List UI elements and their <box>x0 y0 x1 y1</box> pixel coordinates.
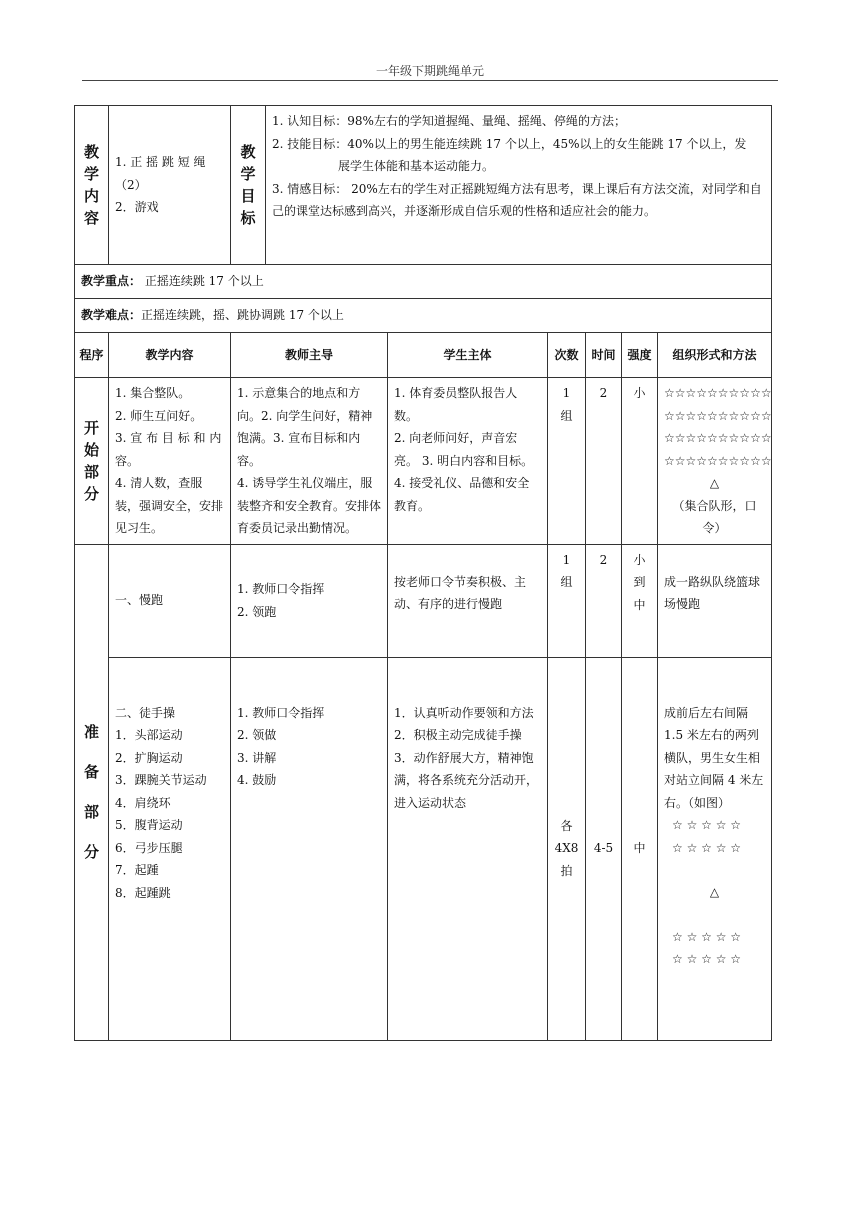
prep-exercise-intensity: 中 <box>622 657 658 1040</box>
goal-label: 教 学 目 标 <box>231 106 266 265</box>
col-intensity: 强度 <box>622 333 658 378</box>
prep-exercise-time: 4-5 <box>586 657 622 1040</box>
prep-jog-time: 2 <box>586 544 622 657</box>
prep-section-label: 准 备 部 分 <box>75 544 109 1040</box>
col-procedure: 程序 <box>75 333 109 378</box>
start-intensity: 小 <box>622 378 658 545</box>
col-time: 时间 <box>586 333 622 378</box>
prep-jog-row <box>75 544 772 657</box>
focus-text: 正摇连续跳 17 个以上 <box>141 274 264 289</box>
goal-emotion: 3. 情感目标： 20%左右的学生对正摇跳短绳方法有思考，课上课后有方法交流，对同学和自己的课堂达标感到高兴，并逐渐形成自信乐观的性格和适应社会的能力。 <box>272 181 762 218</box>
difficulty-row <box>75 299 772 333</box>
prep-exercise-student: 1．认真听动作要领和方法 2．积极主动完成徒手操 3．动作舒展大方，精神饱满，将各系统充分活动开，进入运动状态 <box>388 657 548 1040</box>
start-section-row <box>75 378 772 545</box>
col-times: 次数 <box>548 333 586 378</box>
column-header-row <box>75 333 772 378</box>
content-items: 1. 正 摇 跳 短 绳（2） 2．游戏 <box>109 106 231 265</box>
prep-jog-teacher: 1. 教师口令指挥 2. 领跑 <box>231 544 388 657</box>
goals-cell <box>266 106 772 265</box>
difficulty-text: 正摇连续跳，摇、跳协调跳 17 个以上 <box>141 308 344 323</box>
col-student: 学生主体 <box>388 333 548 378</box>
start-teacher: 1. 示意集合的地点和方向。2. 向学生问好，精神饱满。3. 宣布目标和内容。 4. 诱导学生礼仪端庄，服装整齐和安全教育。安排体育委员记录出勤情况。 <box>231 378 388 545</box>
goal-cognitive: 1. 认知目标：98%左右的学知道握绳、量绳、摇绳、停绳的方法； <box>272 114 626 128</box>
start-student: 1. 体育委员整队报告人数。 2. 向老师问好，声音宏亮。 3. 明白内容和目标。 4. 接受礼仪、品德和安全教育。 <box>388 378 548 545</box>
col-teacher: 教师主导 <box>231 333 388 378</box>
focus-label: 教学重点： <box>81 274 142 289</box>
col-content: 教学内容 <box>109 333 231 378</box>
start-organization: ☆☆☆☆☆☆☆☆☆☆ ☆☆☆☆☆☆☆☆☆☆ ☆☆☆☆☆☆☆☆☆☆ ☆☆☆☆☆☆☆☆☆☆ △ （集合队形，口令） <box>658 378 772 545</box>
prep-exercise-content: 二、徒手操 1．头部运动 2．扩胸运动 3．踝腕关节运动 4．肩绕环 5．腹背运动 6．弓步压腿 7．起踵 8．起踵跳 <box>109 657 231 1040</box>
page-header: 一年级下期跳绳单元 <box>82 62 778 81</box>
objectives-row <box>75 106 772 265</box>
prep-jog-times: 1 组 <box>548 544 586 657</box>
goal-skill: 2. 技能目标：40%以上的男生能连续跳 17 个以上，45%以上的女生能跳 17 个以上，发 <box>272 136 747 151</box>
prep-exercise-teacher: 1. 教师口令指挥 2. 领做 3. 讲解 4. 鼓励 <box>231 657 388 1040</box>
col-organization: 组织形式和方法 <box>658 333 772 378</box>
start-time: 2 <box>586 378 622 545</box>
start-times: 1 组 <box>548 378 586 545</box>
prep-jog-student: 按老师口令节奏积极、主动、有序的进行慢跑 <box>388 544 548 657</box>
focus-row <box>75 265 772 299</box>
prep-jog-organization: 成一路纵队绕篮球场慢跑 <box>658 544 772 657</box>
start-section-label: 开 始 部 分 <box>75 378 109 545</box>
prep-exercise-row <box>75 657 772 1040</box>
lesson-plan-table <box>74 105 772 1041</box>
difficulty-label: 教学难点： <box>81 308 142 323</box>
prep-exercise-organization: 成前后左右间隔1.5 米左右的两列横队，男生女生相对站立间隔 4 米左右。（如图） ☆ ☆ ☆ ☆ ☆ ☆ ☆ ☆ ☆ ☆ △ ☆ ☆ ☆ ☆ ☆ ☆ ☆ ☆ ☆ ☆ <box>658 657 772 1040</box>
prep-exercise-times: 各 4X8 拍 <box>548 657 586 1040</box>
prep-jog-intensity: 小 到 中 <box>622 544 658 657</box>
prep-jog-content: 一、慢跑 <box>109 544 231 657</box>
goal-skill-cont: 展学生体能和基本运动能力。 <box>338 159 495 173</box>
content-label: 教 学 内 容 <box>75 106 109 265</box>
start-content: 1. 集合整队。 2. 师生互问好。 3. 宣 布 目 标 和 内 容。 4. 清人数，查服装，强调安全，安排见习生。 <box>109 378 231 545</box>
